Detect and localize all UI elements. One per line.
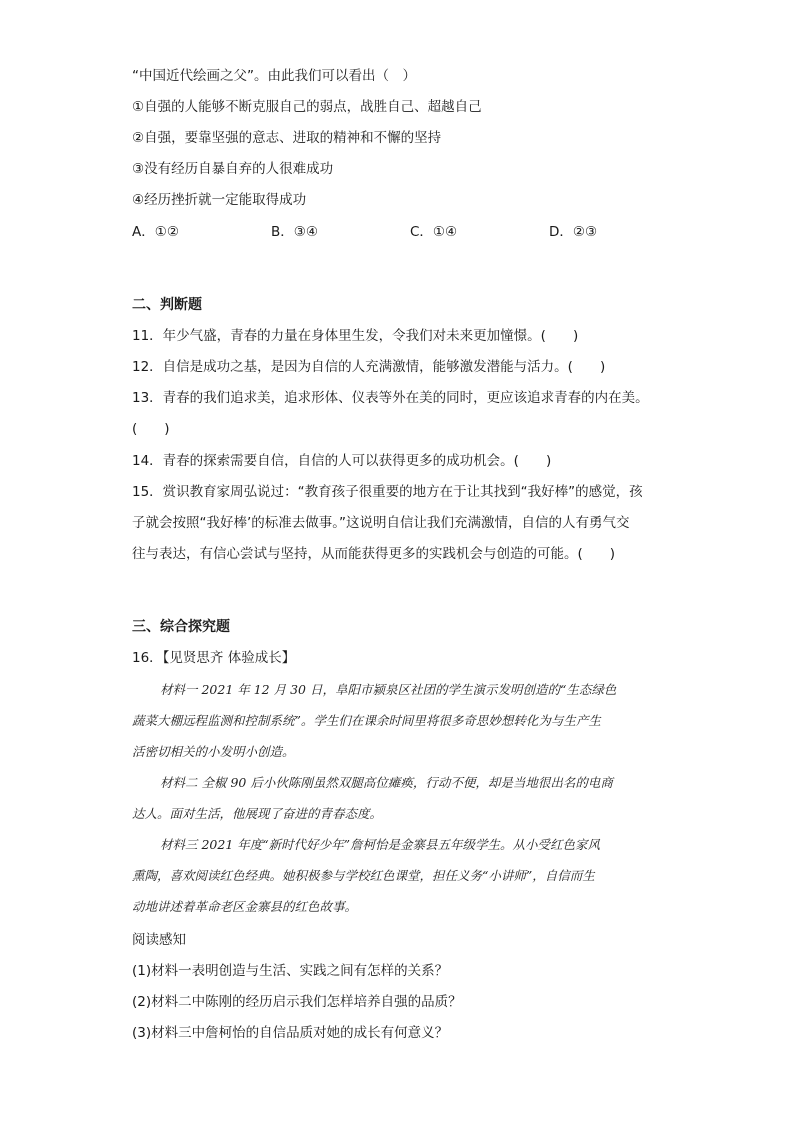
material-1-line-2: 蔬菜大棚远程监测和控制系统”。学生们在课余时间里将很多奇思妙想转化为与生产生 [132,713,601,728]
option-c[interactable]: C．①④ [410,224,458,240]
q10-statement-2: ②自强，要靠坚强的意志、进取的精神和不懈的坚持 [132,130,442,146]
material-3-line-3: 动地讲述着革命老区金寨县的红色故事。 [132,899,358,914]
q10-stem: “中国近代绘画之父”。由此我们可以看出（ ） [132,68,416,84]
q15-line-3: 往与表达，有信心尝试与坚持，从而能获得更多的实践机会与创造的可能。( ) [132,546,616,562]
material-3-line-2: 熏陶，喜欢阅读红色经典。她积极参与学校红色课堂，担任义务“小讲师”，自信而生 [132,868,595,883]
q11: 11．年少气盛，青春的力量在身体里生发，令我们对未来更加憧憬。( ) [132,328,579,344]
q10-statement-1: ①自强的人能够不断克服自己的弱点，战胜自己、超越自己 [132,99,482,115]
q15-line-1: 15．赏识教育家周弘说过：“教育孩子很重要的地方在于让其找到“我好棒”的感觉，孩 [132,484,643,500]
q16-sub-1: (1)材料一表明创造与生活、实践之间有怎样的关系？ [132,963,449,979]
material-2-line-1: 材料二 全椒 90 后小伙陈刚虽然双腿高位瘫痪，行动不便，却是当地很出名的电商 [160,775,613,790]
q13-line-2: ( ) [132,421,170,437]
q10-statement-3: ③没有经历自暴自弃的人很难成功 [132,161,334,177]
reading-label: 阅读感知 [132,932,186,948]
q10-statement-4: ④经历挫折就一定能取得成功 [132,192,307,208]
q14: 14．青春的探索需要自信，自信的人可以获得更多的成功机会。( ) [132,453,552,469]
option-b[interactable]: B．③④ [271,224,318,240]
material-1-line-1: 材料一 2021 年 12 月 30 日，阜阳市颍泉区社团的学生演示发明创造的“生态绿色 [160,682,617,697]
option-a[interactable]: A．①② [132,224,179,240]
q16-sub-3: (3)材料三中詹柯怡的自信品质对她的成长有何意义？ [132,1025,449,1041]
q15-line-2: 子就会按照“我好棒’的标准去做事。”这说明自信让我们充满激情，自信的人有勇气交 [132,515,630,531]
material-2-line-2: 达人。面对生活，他展现了奋进的青春态度。 [132,806,383,821]
q12: 12．自信是成功之基，是因为自信的人充满激情，能够激发潜能与活力。( ) [132,359,606,375]
section-2-title: 二、判断题 [132,297,202,313]
material-3-line-1: 材料三 2021 年度“新时代好少年”詹柯怡是金寨县五年级学生。从小受红色家风 [160,837,601,852]
section-3-title: 三、综合探究题 [132,619,230,635]
option-d[interactable]: D．②③ [549,224,598,240]
q16-title: 16．【见贤思齐 体验成长】 [132,650,296,666]
q13-line-1: 13．青春的我们追求美，追求形体、仪表等外在美的同时，更应该追求青春的内在美。 [132,390,649,406]
q16-sub-2: (2)材料二中陈刚的经历启示我们怎样培养自强的品质？ [132,994,462,1010]
material-1-line-3: 活密切相关的小发明小创造。 [132,744,295,759]
